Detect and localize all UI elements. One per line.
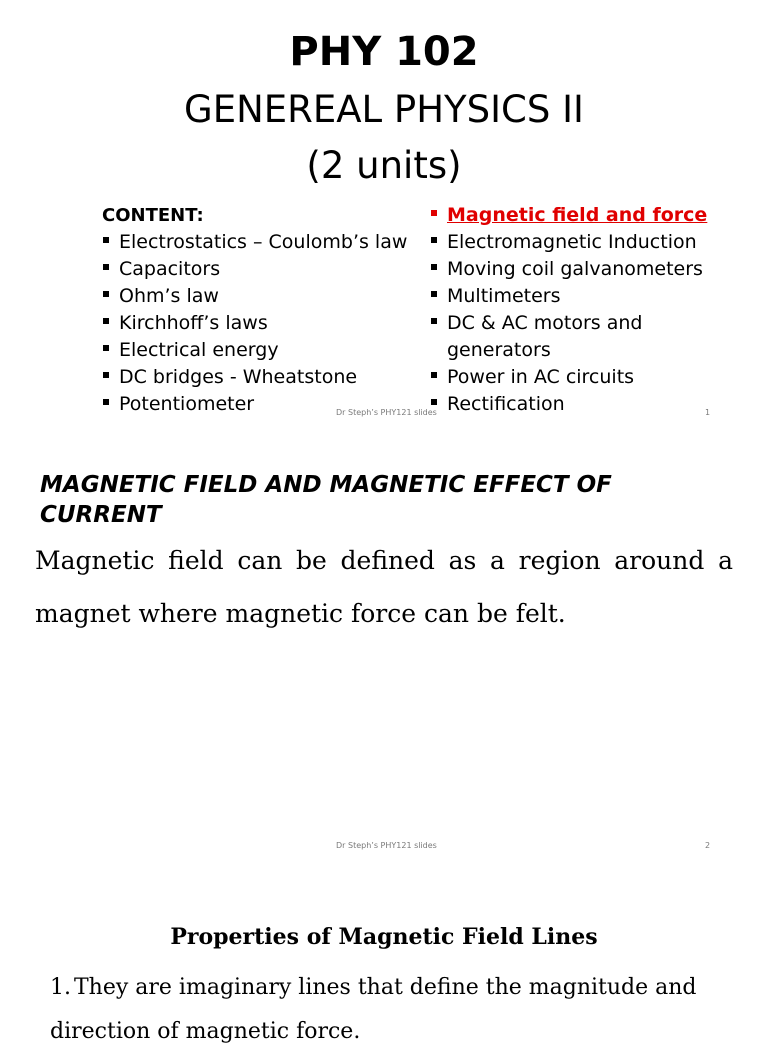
list-item: Electrical energy [102,337,412,364]
slide-footer: Dr Steph’s PHY121 slides [336,841,437,850]
slide-title: MAGNETIC FIELD AND MAGNETIC EFFECT OF CURRENT [40,472,612,528]
slide-number: 1 [705,408,711,417]
list-item: Moving coil galvanometers [430,256,740,283]
list-item: Electrostatics – Coulomb’s law [102,229,412,256]
list-item: Power in AC circuits [430,364,740,391]
list-item: DC bridges - Wheatstone [102,364,412,391]
slide-3 [0,860,768,1044]
content-left-column [102,202,412,418]
list-item: Ohm’s law [102,283,412,310]
numbered-list-item [50,966,730,1054]
list-item: Kirchhoff’s laws [102,310,412,337]
list-item: Potentiometer [102,391,412,418]
list-item: Multimeters [430,283,740,310]
course-units: (2 units) [306,144,462,187]
slide-1 [0,0,768,430]
content-list-right [430,202,740,418]
list-item: Electromagnetic Induction [430,229,740,256]
course-code: PHY 102 [289,29,479,75]
definition-text: Magnetic field can be defined as a region around a magnet where magnetic force can be felt. [35,546,733,628]
slide-title: Properties of Magnetic Field Lines [170,924,598,950]
content-list-left [102,229,412,418]
slide-number: 2 [705,841,711,850]
course-title: GENEREAL PHYSICS II [184,88,584,131]
slide-footer: Dr Steph’s PHY121 slides [336,408,437,417]
list-item-highlighted: Magnetic field and force [430,202,740,229]
content-right-column [430,202,740,418]
content-heading: CONTENT: [102,205,204,226]
item-text: They are imaginary lines that define the magnitude and direction of magnetic force. [50,975,697,1044]
list-item: Rectification [430,391,740,418]
list-item: Capacitors [102,256,412,283]
item-number: 1. [50,975,71,1000]
slide-2 [0,430,768,860]
list-item: DC & AC motors and generators [430,310,662,364]
